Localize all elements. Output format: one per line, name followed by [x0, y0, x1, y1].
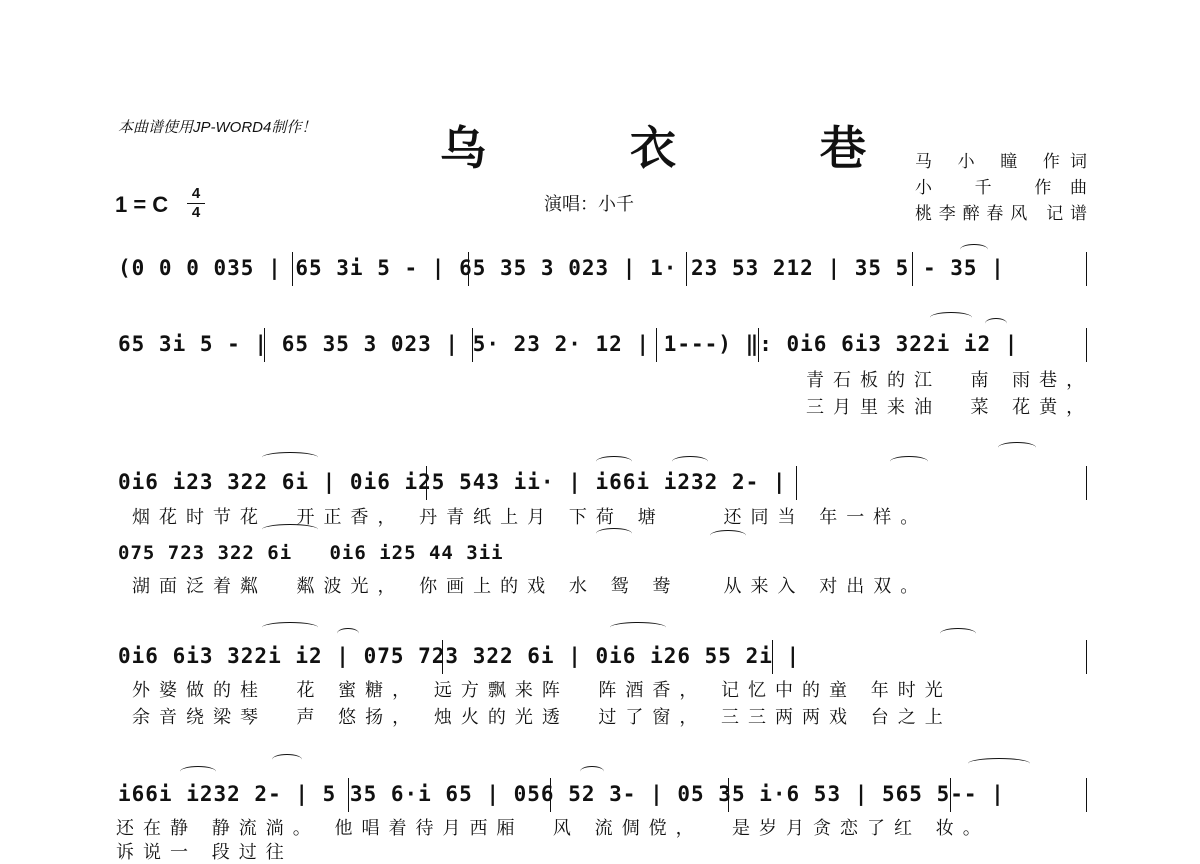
lyric-line: 烟花时节花 开正香， 丹青纸上月 下荷 塘 还同当 年一样。	[132, 507, 928, 528]
time-numerator: 4	[191, 185, 201, 202]
key-signature: 1 = C	[115, 192, 169, 217]
score-system-2	[116, 328, 1088, 362]
transcriber: 桃李醉春风 记谱	[915, 204, 1087, 224]
score-system-4	[116, 538, 1088, 572]
lyric-line: 外婆做的桂 花 蜜糖， 远方飘来阵 阵酒香， 记忆中的童 年时光	[132, 680, 952, 701]
notation-line: 0i6 i23 322 6i | 0i6 i25 543 ii· | i66i i232 2- |	[118, 470, 787, 494]
notation-line: i66i i232 2- | 5 35 6·i 65 | 056 52 3- | 05 35 i·6 53 | 565 5-- |	[118, 782, 1005, 806]
time-denominator: 4	[191, 204, 201, 221]
lyric-line: 青石板的江 南 雨巷，	[806, 370, 1094, 391]
score-system-6	[116, 778, 1088, 812]
composer: 小 千 作曲	[915, 178, 1087, 198]
notation-line: 075 723 322 6i 0i6 i25 44 3ii	[118, 542, 504, 564]
score-system-1	[116, 252, 1088, 286]
lyric-line: 余音绕梁琴 声 悠扬， 烛火的光透 过了窗， 三三两两戏 台之上	[132, 707, 952, 728]
time-signature	[185, 186, 207, 221]
singer: 演唱：小千	[544, 194, 634, 215]
notation-line: (0 0 0 035 | 65 3i 5 - | 65 35 3 023 | 1· 23 53 212 | 35 5 - 35 |	[118, 256, 1005, 280]
song-title: 乌 衣 巷	[440, 121, 931, 175]
notation-line: 65 3i 5 - | 65 35 3 023 | 5· 23 2· 12 | 1---) ‖: 0i6 6i3 322i i2 |	[118, 332, 1019, 356]
notation-line: 0i6 6i3 322i i2 | 075 723 322 6i | 0i6 i26 55 2i |	[118, 644, 801, 668]
lyric-line: 湖面泛着粼 粼波光， 你画上的戏 水 鸳 鸯 从来入 对出双。	[132, 576, 928, 597]
lyricist: 马 小 瞳 作词	[915, 152, 1087, 172]
credits-block	[915, 149, 1087, 227]
lyric-line: 诉说一 段过往	[116, 842, 293, 863]
lyric-line: 还在静 静流淌。 他唱着待月西厢 风 流倜傥， 是岁月贪恋了红 妆。	[116, 818, 990, 839]
lyric-line: 三月里来油 菜 花黄，	[806, 397, 1094, 418]
credit-note: 本曲谱使用JP-WORD4制作！	[118, 119, 317, 136]
score-system-3	[116, 466, 1088, 500]
score-system-5	[116, 640, 1088, 674]
